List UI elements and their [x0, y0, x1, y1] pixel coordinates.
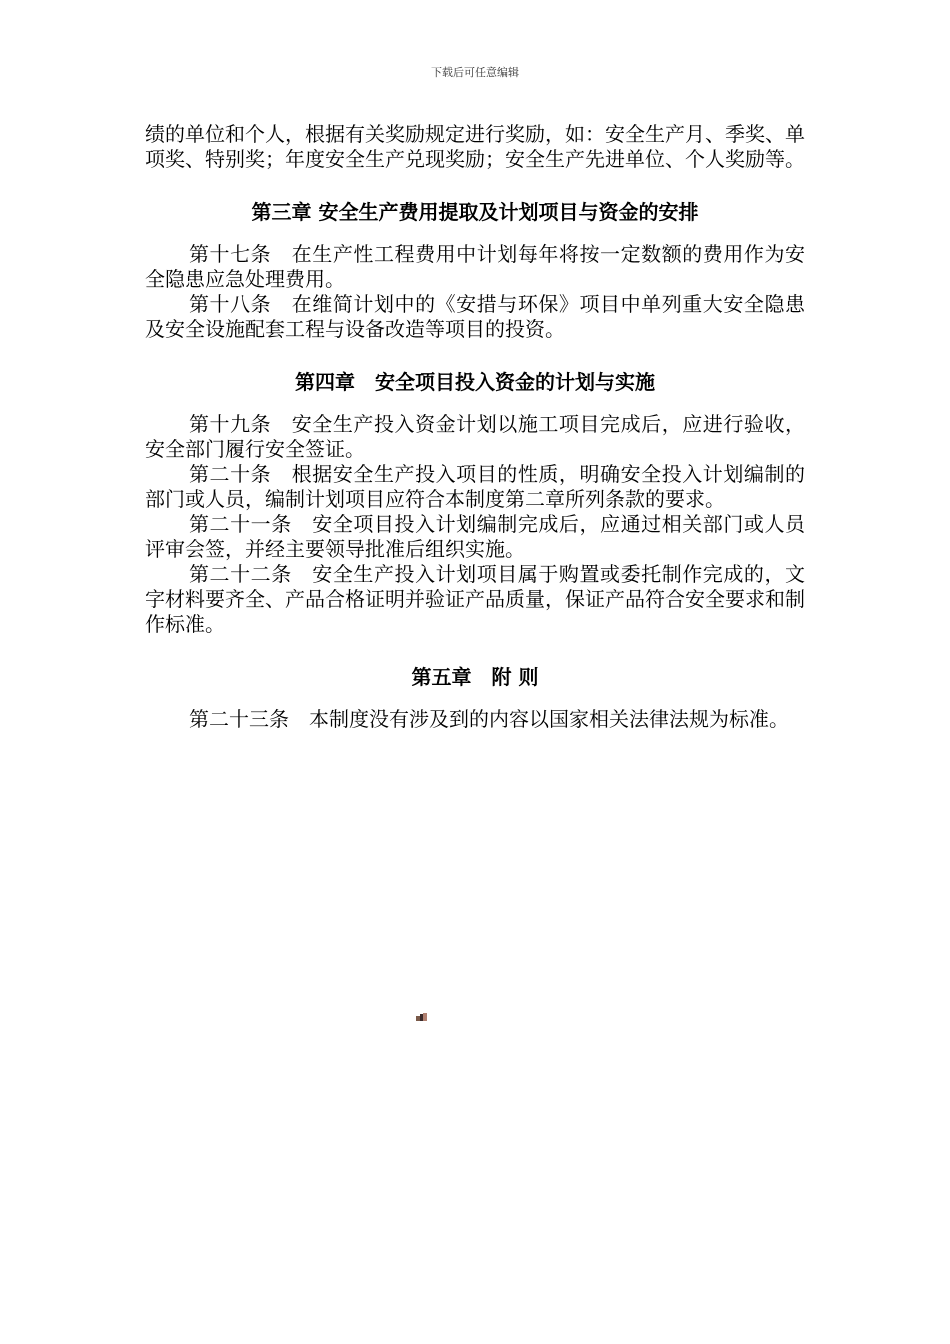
page-header: 下载后可任意编辑: [431, 66, 519, 79]
article-22: 第二十二条 安全生产投入计划项目属于购置或委托制作完成的，文字材料要齐全、产品合格证明并验证产品质量，保证产品符合安全要求和制作标准。: [145, 562, 805, 636]
article-23: 第二十三条 本制度没有涉及到的内容以国家相关法律法规为标准。: [189, 707, 789, 731]
article-19: 第十九条 安全生产投入资金计划以施工项目完成后，应进行验收，安全部门履行安全签证。: [145, 412, 805, 461]
document-body: [145, 122, 805, 732]
chapter-4-title: 第四章 安全项目投入资金的计划与实施: [295, 370, 655, 394]
intro-paragraph: 绩的单位和个人，根据有关奖励规定进行奖励，如：安全生产月、季奖、单项奖、特别奖；年度安全生产兑现奖励；安全生产先进单位、个人奖励等。: [145, 122, 805, 171]
article-18: 第十八条 在维简计划中的《安措与环保》项目中单列重大安全隐患及安全设施配套工程与设备改造等项目的投资。: [145, 292, 805, 341]
article-20: 第二十条 根据安全生产投入项目的性质，明确安全投入计划编制的部门或人员，编制计划项目应符合本制度第二章所列条款的要求。: [145, 462, 805, 511]
article-21: 第二十一条 安全项目投入计划编制完成后，应通过相关部门或人员评审会签，并经主要领导批准后组织实施。: [145, 512, 805, 561]
chapter-5-title: 第五章 附 则: [411, 665, 539, 689]
image-fragment-icon: [416, 1013, 427, 1021]
article-17: 第十七条 在生产性工程费用中计划每年将按一定数额的费用作为安全隐患应急处理费用。: [145, 242, 805, 291]
chapter-3-title: 第三章 安全生产费用提取及计划项目与资金的安排: [251, 200, 699, 224]
